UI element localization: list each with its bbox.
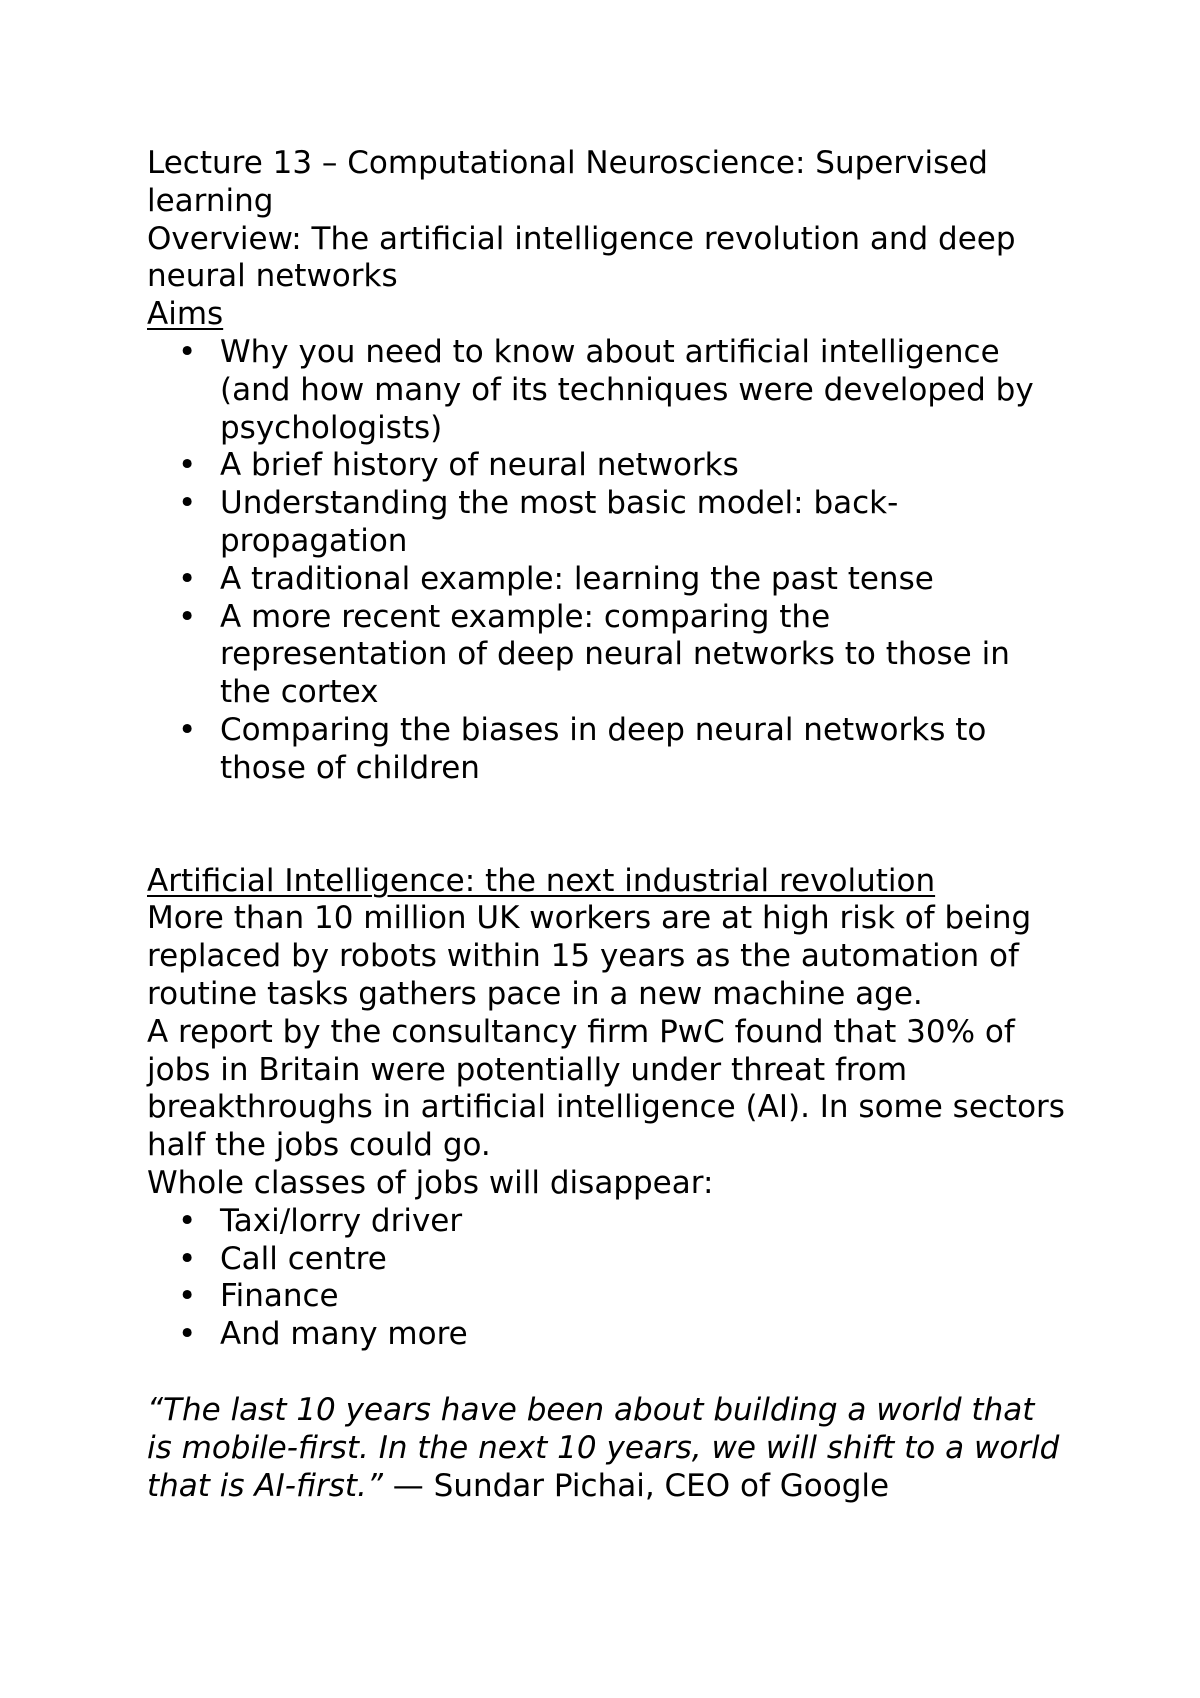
lecture-overview: Overview: The artificial intelligence revolution and deep neural networks — [147, 220, 1016, 295]
list-item: • And many more — [220, 1316, 1067, 1354]
aims-heading — [147, 296, 1067, 334]
lecture-title: Lecture 13 – Computational Neuroscience: Supervised learning — [147, 145, 988, 219]
list-item: • A brief history of neural networks — [220, 447, 1067, 485]
ai-paragraph-1: More than 10 million UK workers are at high risk of being replaced by robots within 15 years as the automation of routine tasks gathers pace in a new machine age. — [147, 900, 1032, 1012]
aims-heading-text: Aims — [147, 296, 224, 333]
list-item: • Understanding the most basic model: back-propagation — [220, 485, 1067, 561]
list-item: • A traditional example: learning the past tense — [220, 561, 1067, 599]
quote-block — [147, 1392, 1067, 1505]
list-item: • Finance — [220, 1278, 1067, 1316]
ai-section-heading — [147, 863, 1067, 901]
spacer — [147, 788, 1067, 863]
ai-paragraph-2: A report by the consultancy firm PwC found that 30% of jobs in Britain were potentially under threat from breakthroughs in artificial intelligence (AI). In some sectors half the jobs could go. — [147, 1013, 1065, 1164]
list-item: • Call centre — [220, 1241, 1067, 1279]
spacer — [147, 1354, 1067, 1392]
list-item: • Comparing the biases in deep neural networks to those of children — [220, 712, 1067, 788]
list-item: • Why you need to know about artificial intelligence (and how many of its techniques were developed by psychologists) — [220, 334, 1067, 447]
jobs-list — [147, 1203, 1067, 1354]
list-item: • A more recent example: comparing the representation of deep neural networks to those in the cortex — [220, 599, 1067, 712]
document-page — [147, 145, 1067, 1505]
quote-attribution: — Sundar Pichai, CEO of Google — [382, 1467, 890, 1504]
aims-list — [147, 334, 1067, 788]
jobs-intro: Whole classes of jobs will disappear: — [147, 1164, 714, 1201]
quote-text: “The last 10 years have been about building a world that is mobile-first. In the next 10 years, we will shift to a world that is AI-first.” — [147, 1391, 1060, 1504]
ai-section-heading-text: Artificial Intelligence: the next industrial revolution — [147, 862, 936, 899]
list-item: • Taxi/lorry driver — [220, 1203, 1067, 1241]
